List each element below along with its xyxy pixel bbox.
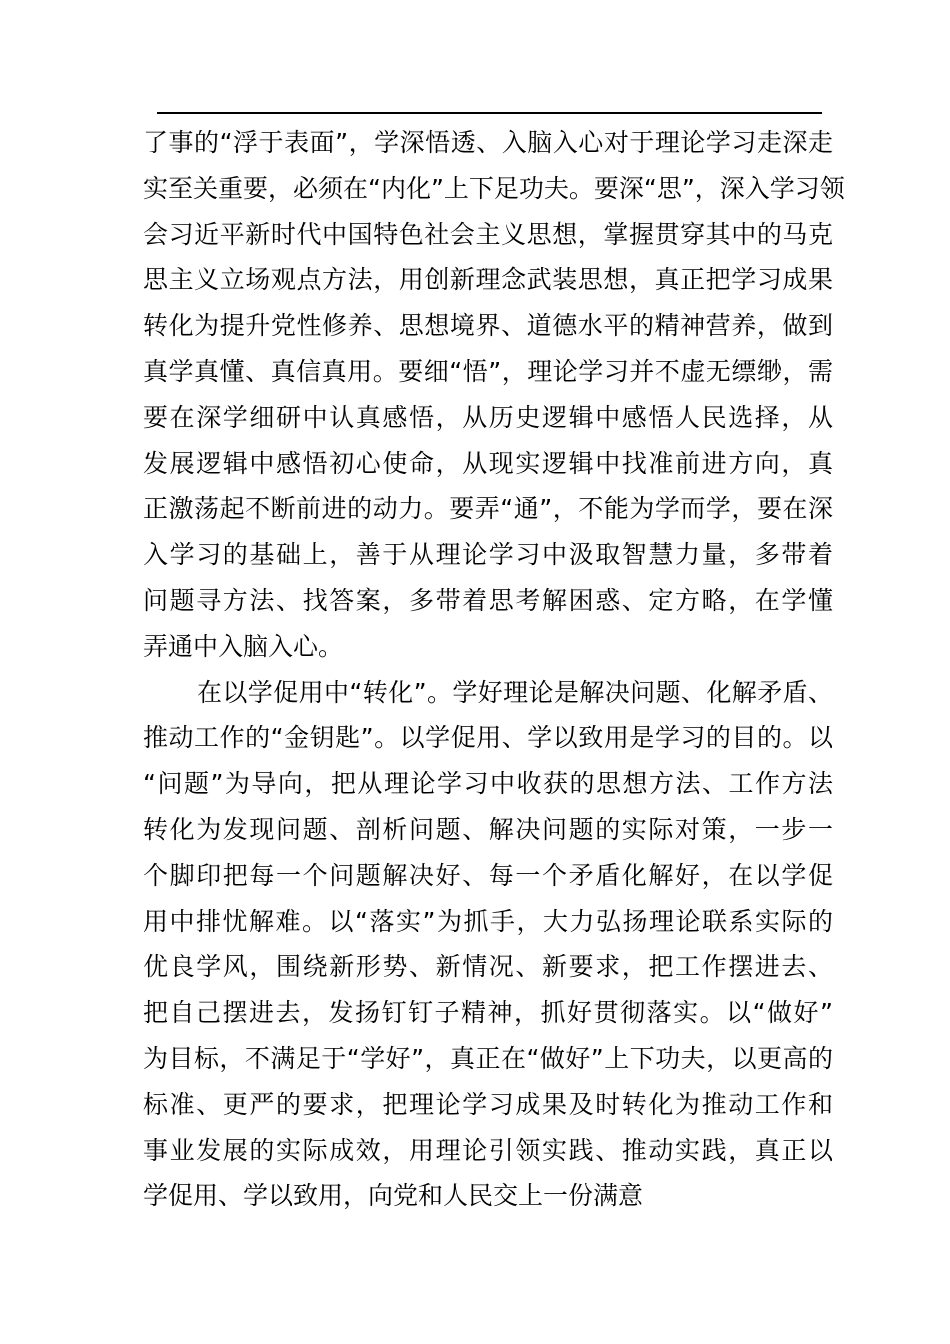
text-line: 问题寻方法、找答案，多带着思考解困惑、定方略，在学懂 [143,585,833,615]
text-line: 入学习的基础上，善于从理论学习中汲取智慧力量，多带着 [143,540,833,570]
text-line: 转化为提升党性修养、思想境界、道德水平的精神营养，做到 [143,311,833,341]
text-line: 实至关重要，必须在“内化”上下足功夫。要深“思”，深入学习领 [143,173,845,203]
text-line: 优良学风，围绕新形势、新情况、新要求，把工作摆进去、 [143,952,833,982]
text-line: 用中排忧解难。以“落实”为抓手，大力弘扬理论联系实际的 [143,906,833,936]
text-line: 弄通中入脑入心。 [143,631,344,661]
text-line: 为目标，不满足于“学好”，真正在“做好”上下功夫，以更高的 [143,1043,833,1073]
body-text [143,120,845,1219]
text-line: 推动工作的“金钥匙”。以学促用、学以致用是学习的目的。以 [143,723,833,753]
header-rule [157,112,822,114]
text-line: 真学真懂、真信真用。要细“悟”，理论学习并不虚无缥缈，需 [143,356,833,386]
text-line: 在以学促用中“转化”。学好理论是解决问题、化解矛盾、 [197,677,833,707]
text-line: 转化为发现问题、剖析问题、解决问题的实际对策，一步一 [143,814,833,844]
text-line: 思主义立场观点方法，用创新理念武装思想，真正把学习成果 [143,265,833,295]
text-line: 把自己摆进去，发扬钉钉子精神，抓好贯彻落实。以“做好” [143,998,833,1028]
text-line: 了事的“浮于表面”，学深悟透、入脑入心对于理论学习走深走 [143,128,833,157]
text-line: 事业发展的实际成效，用理论引领实践、推动实践，真正以 [143,1135,833,1165]
text-line: 发展逻辑中感悟初心使命，从现实逻辑中找准前进方向，真 [143,448,833,478]
text-line: 会习近平新时代中国特色社会主义思想，掌握贯穿其中的马克 [143,219,833,249]
text-line: 标准、更严的要求，把理论学习成果及时转化为推动工作和 [143,1089,833,1119]
paragraph-1 [143,120,845,670]
text-line: 个脚印把每一个问题解决好、每一个矛盾化解好，在以学促 [143,860,833,890]
text-line: 要在深学细研中认真感悟，从历史逻辑中感悟人民选择，从 [143,402,833,432]
text-line: “问题”为导向，把从理论学习中收获的思想方法、工作方法 [143,769,833,799]
paragraph-2 [143,670,833,1220]
text-line: 正激荡起不断前进的动力。要弄“通”，不能为学而学，要在深 [143,494,833,524]
text-line: 学促用、学以致用，向党和人民交上一份满意 [143,1181,644,1211]
